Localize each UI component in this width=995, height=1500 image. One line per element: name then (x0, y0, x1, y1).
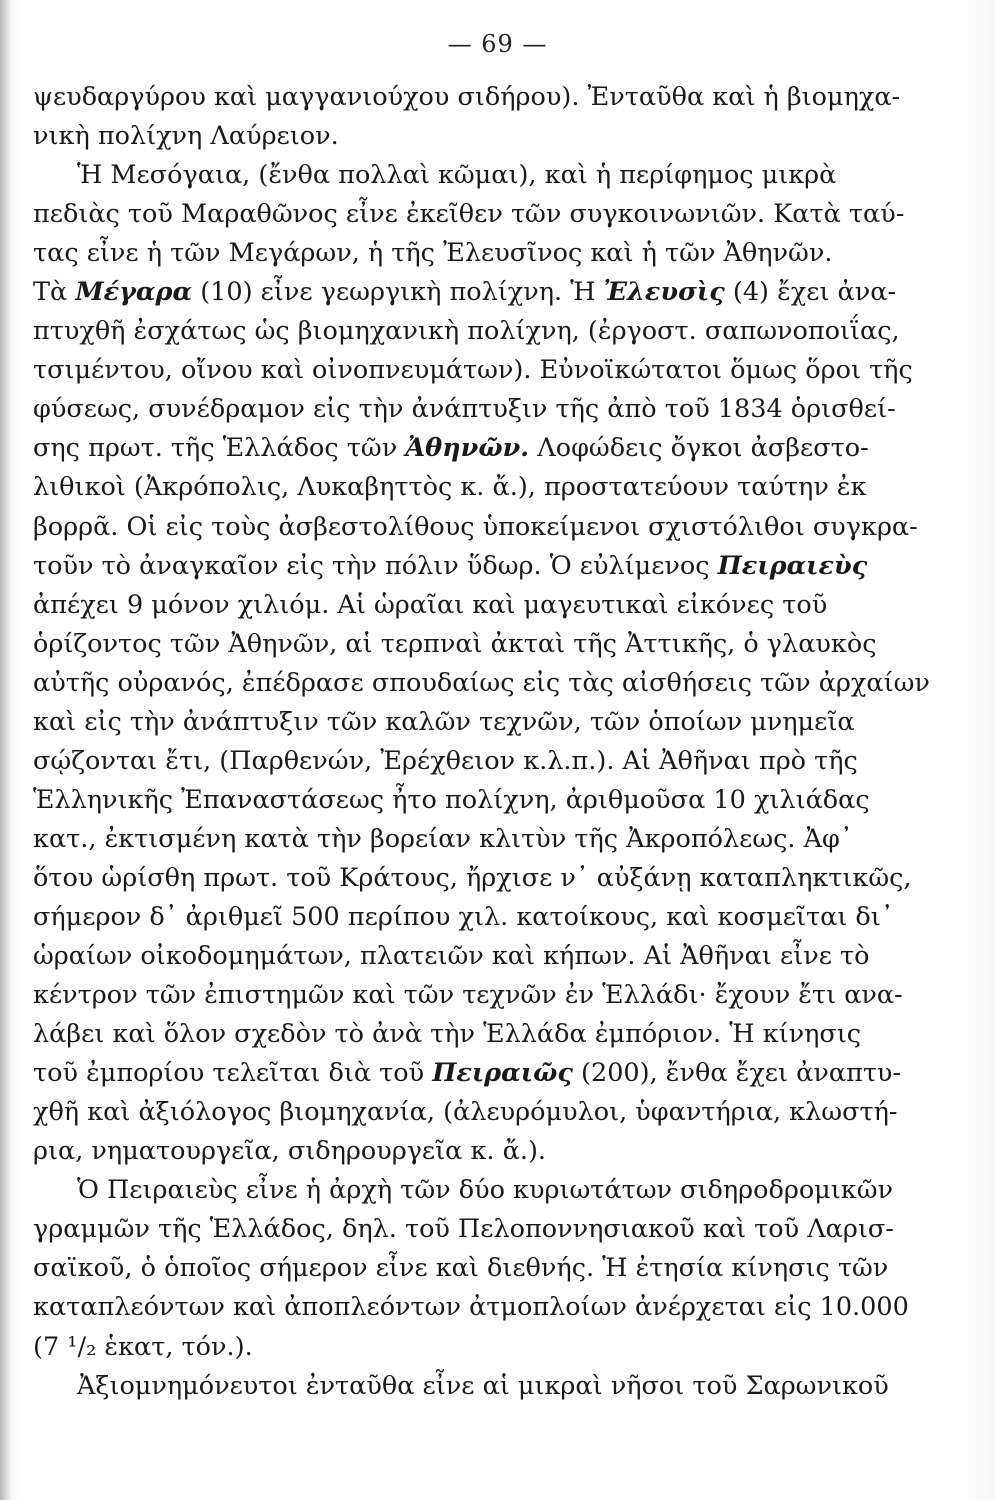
text-segment: Λοφώδεις ὄγκοι ἀσβεστο- (529, 433, 869, 464)
text-line (33, 468, 867, 507)
text-line (33, 1132, 825, 1171)
text-line (33, 1210, 894, 1249)
text-segment: ψευδαργύρου καὶ μαγγανιούχου σιδήρου). Ἐνταῦθα καὶ ἡ βιομηχα- (33, 82, 901, 112)
body-text (33, 78, 930, 1406)
text-line (33, 976, 903, 1015)
text-segment: λάβει καὶ ὅλον σχεδὸν τὸ ἀνὰ τὴν Ἑλλάδα ἐμπόριον. Ἡ κίνησις (33, 1019, 862, 1050)
text-segment: (7 ¹/₂ ἑκατ, τόν.). (33, 1331, 253, 1362)
page-number: — 69 — (447, 30, 548, 58)
text-segment: πτυχθῆ ἐσχάτως ὡς βιομηχανικὴ πολίχνη, (ἐργοστ. σαπωνοποιΐας, (33, 316, 900, 347)
text-line (33, 898, 894, 937)
text-line (33, 937, 870, 976)
emphasized-place-name: Πειραιεὺς (717, 550, 868, 581)
text-line (33, 586, 828, 625)
text-line (33, 625, 877, 664)
text-line (33, 859, 912, 898)
text-segment: (4) ἔχει ἀνα- (724, 277, 897, 308)
text-segment: Ἀξιομνημόνευτοι ἐνταῦθα εἶνε αἱ μικραὶ νῆσοι τοῦ Σαρωνικοῦ (77, 1370, 889, 1401)
text-line (33, 390, 896, 429)
text-segment: ὁρίζοντος τῶν Ἀθηνῶν, αἱ τερπναὶ ἀκταὶ τῆς Ἀττικῆς, ὁ γλαυκὸς (33, 628, 877, 659)
text-line (33, 1328, 825, 1367)
text-segment: Ἑλληνικῆς Ἐπαναστάσεως ἦτο πολίχνη, ἀριθμοῦσα 10 χιλιάδας (33, 784, 870, 815)
text-line (33, 312, 900, 351)
text-line (33, 156, 837, 195)
text-segment: κέντρον τῶν ἐπιστημῶν καὶ τῶν τεχνῶν ἐν Ἑλλάδι· ἔχουν ἔτι ανα- (33, 980, 903, 1011)
text-line (33, 1249, 889, 1288)
text-segment: τας εἶνε ἡ τῶν Μεγάρων, ἡ τῆς Ἐλευσῖνος καὶ ἡ τῶν Ἀθηνῶν. (33, 238, 833, 269)
text-segment: σαϊκοῦ, ὁ ὁποῖος σήμερον εἶνε καὶ διεθνής. Ἡ ἐτησία κίνησις τῶν (33, 1253, 889, 1284)
binding-shadow (0, 0, 10, 1500)
text-line (33, 508, 918, 547)
text-segment: σης πρωτ. τῆς Ἑλλάδος τῶν (33, 433, 406, 464)
text-segment: σῴζονται ἔτι, (Παρθενών, Ἐρέχθειον κ.λ.π.). Αἱ Ἀθῆναι πρὸ τῆς (33, 745, 858, 776)
text-segment: πεδιὰς τοῦ Μαραθῶνος εἶνε ἐκεῖθεν τῶν συγκοινωνιῶν. Κατὰ ταύ- (33, 199, 905, 230)
text-line (33, 273, 897, 312)
text-segment: καὶ εἰς τὴν ἀνάπτυξιν τῶν καλῶν τεχνῶν, τῶν ὁποίων μνημεῖα (33, 706, 855, 737)
text-line (33, 117, 825, 156)
text-segment: χθῆ καὶ ἀξιόλογος βιομηχανία, (ἀλευρόμυλοι, ὑφαντήρια, κλωστή- (33, 1097, 898, 1128)
text-line (33, 703, 855, 742)
text-segment: φύσεως, συνέδραμον εἰς τὴν ἀνάπτυξιν τῆς ἀπὸ τοῦ 1834 ὁρισθεί- (33, 394, 896, 425)
text-line (33, 547, 868, 586)
text-segment: Ὁ Πειραιεὺς εἶνε ἡ ἀρχὴ τῶν δύο κυριωτάτων σιδηροδρομικῶν (77, 1175, 893, 1206)
text-line (33, 351, 913, 390)
text-segment: (200), ἔνθα ἔχει ἀναπτυ- (572, 1058, 902, 1089)
text-line (33, 742, 858, 781)
text-line (33, 781, 870, 820)
text-segment: ὡραίων οἰκοδομημάτων, πλατειῶν καὶ κήπων. Αἱ Ἀθῆναι εἶνε τὸ (33, 941, 870, 972)
text-line (33, 78, 901, 117)
text-segment: τοῦν τὸ ἀναγκαῖον εἰς τὴν πόλιν ὕδωρ. Ὁ εὐλίμενος (33, 550, 718, 581)
emphasized-place-name: Ἀθηνῶν. (405, 433, 530, 464)
text-line (33, 1054, 902, 1093)
text-segment: κατ., ἐκτισμένη κατὰ τὴν βορείαν κλιτὺν τῆς Ἀκροπόλεως. Ἀφ᾽ (33, 823, 853, 854)
text-line (33, 429, 869, 468)
text-line (33, 195, 905, 234)
text-segment: Ἡ Μεσόγαια, (ἔνθα πολλαὶ κῶμαι), καὶ ἡ περίφημος μικρὰ (77, 160, 837, 191)
text-segment: (10) εἶνε γεωργικὴ πολίχνη. Ἡ (192, 277, 604, 308)
text-segment: ἀπέχει 9 μόνον χιλιόμ. Αἱ ὡραῖαι καὶ μαγευτικαὶ εἰκόνες τοῦ (33, 589, 828, 620)
text-segment: σήμερον δ᾽ ἀριθμεῖ 500 περίπου χιλ. κατοίκους, καὶ κοσμεῖται δι᾽ (33, 901, 894, 932)
text-segment: ρια, νηματουργεῖα, σιδηρουργεῖα κ. ἄ.). (33, 1136, 547, 1167)
text-line (33, 1093, 898, 1132)
emphasized-place-name: Ἐλευσὶς (603, 277, 725, 308)
text-segment: τσιμέντου, οἴνου καὶ οἰνοπνευμάτων). Εὐνοϊκώτατοι ὅμως ὅροι τῆς (33, 355, 913, 386)
text-line (33, 234, 833, 273)
text-segment: Τὰ (33, 277, 76, 308)
text-line (33, 1367, 889, 1406)
emphasized-place-name: Μέγαρα (75, 277, 193, 308)
text-segment: νικὴ πολίχνη Λαύρειον. (33, 121, 339, 152)
text-segment: αὐτῆς οὐρανός, ἐπέδρασε σπουδαίως εἰς τὰς αἰσθήσεις τῶν ἀρχαίων (33, 667, 930, 698)
text-segment: λιθικοὶ (Ἀκρόπολις, Λυκαβηττὸς κ. ἄ.), προστατεύουν ταύτην ἐκ (33, 472, 867, 503)
text-segment: τοῦ ἐμπορίου τελεῖται διὰ τοῦ (33, 1058, 433, 1089)
text-segment: βορρᾶ. Οἱ εἰς τοὺς ἀσβεστολίθους ὑποκείμενοι σχιστόλιθοι συγκρα- (33, 511, 918, 542)
text-line (33, 1288, 909, 1327)
emphasized-place-name: Πειραιῶς (432, 1058, 573, 1089)
text-segment: γραμμῶν τῆς Ἑλλάδος, δηλ. τοῦ Πελοποννησιακοῦ καὶ τοῦ Λαρισ- (33, 1214, 894, 1245)
text-segment: καταπλεόντων καὶ ἀποπλεόντων ἀτμοπλοίων ἀνέρχεται εἰς 10.000 (33, 1292, 909, 1323)
text-line (33, 1171, 893, 1210)
text-line (33, 664, 930, 703)
text-line (33, 1015, 862, 1054)
text-segment: ὅτου ὡρίσθη πρωτ. τοῦ Κράτους, ἤρχισε ν᾽ αὐξάνῃ καταπληκτικῶς, (33, 862, 912, 893)
text-line (33, 820, 853, 859)
